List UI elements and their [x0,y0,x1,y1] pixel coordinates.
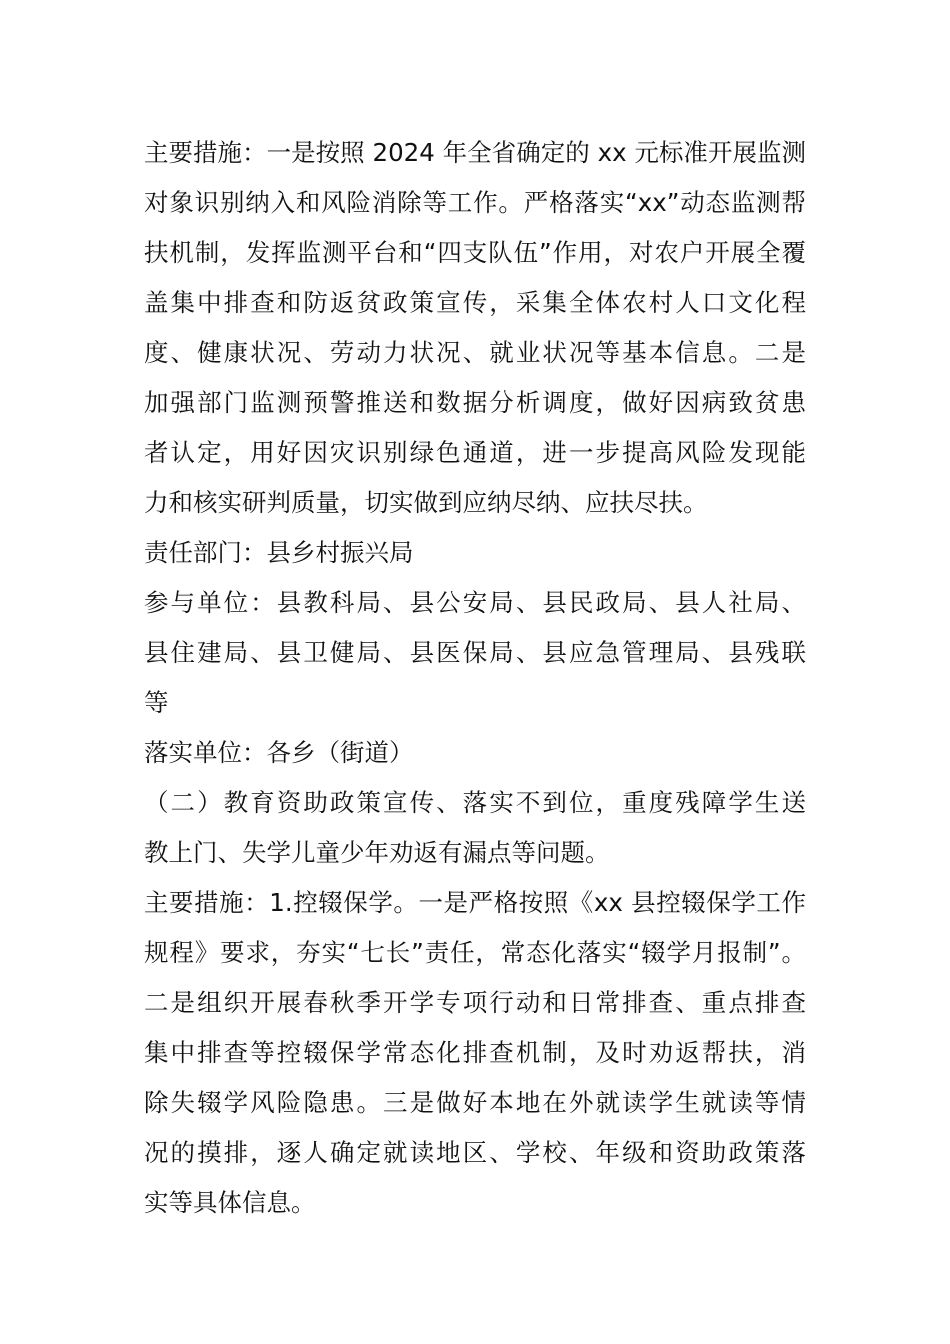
text-line: 加强部门监测预警推送和数据分析调度，做好因病致贫患 [144,388,806,417]
text-line: 教上门、失学儿童少年劝返有漏点等问题。 [144,838,610,867]
text-line: 主要措施：1.控辍保学。一是严格按照《xx 县控辍保学工作 [144,888,806,917]
text-line: （二）教育资助政策宣传、落实不到位，重度残障学生送 [144,788,806,817]
text-line: 县住建局、县卫健局、县医保局、县应急管理局、县残联 [144,638,806,667]
text-line: 实等具体信息。 [144,1188,316,1217]
document-body [144,128,806,1228]
text-line: 度、健康状况、劳动力状况、就业状况等基本信息。二是 [144,338,806,367]
text-line: 者认定，用好因灾识别绿色通道，进一步提高风险发现能 [144,438,806,467]
text-line: 对象识别纳入和风险消除等工作。严格落实“xx”动态监测帮 [144,188,806,217]
text-line: 二是组织开展春秋季开学专项行动和日常排查、重点排查 [144,988,806,1017]
text-line: 除失辍学风险隐患。三是做好本地在外就读学生就读等情 [144,1088,806,1117]
text-line: 参与单位：县教科局、县公安局、县民政局、县人社局、 [144,588,806,617]
text-line: 力和核实研判质量，切实做到应纳尽纳、应扶尽扶。 [144,488,708,517]
text-line: 规程》要求，夯实“七长”责任，常态化落实“辍学月报制”。 [144,938,806,967]
text-line: 责任部门：县乡村振兴局 [144,538,414,567]
text-line: 落实单位：各乡（街道） [144,738,414,767]
text-line: 等 [144,688,169,717]
text-line: 扶机制，发挥监测平台和“四支队伍”作用，对农户开展全覆 [144,238,806,267]
text-line: 集中排查等控辍保学常态化排查机制，及时劝返帮扶，消 [144,1038,806,1067]
text-line: 况的摸排，逐人确定就读地区、学校、年级和资助政策落 [144,1138,806,1167]
text-line: 主要措施：一是按照 2024 年全省确定的 xx 元标准开展监测 [144,138,806,167]
text-line: 盖集中排查和防返贫政策宣传，采集全体农村人口文化程 [144,288,806,317]
